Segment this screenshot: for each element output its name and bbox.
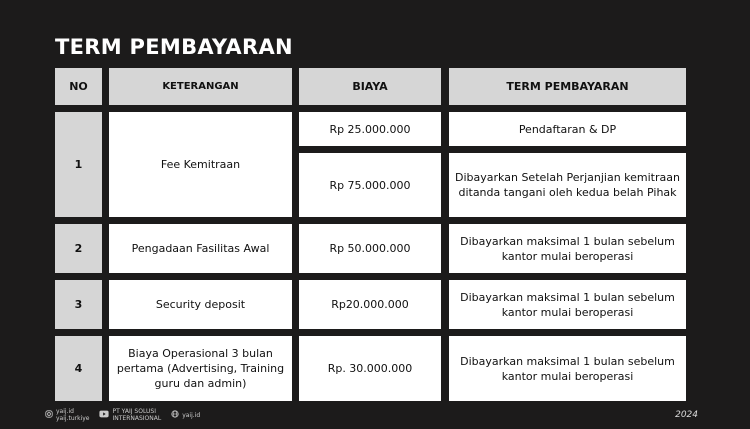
row-4-no: 4 — [55, 336, 102, 401]
row-3-term: Dibayarkan maksimal 1 bulan sebelum kantor mulai beroperasi — [449, 280, 686, 329]
row-1a-term: Pendaftaran & DP — [449, 112, 686, 146]
row-1-keterangan: Fee Kemitraan — [109, 112, 292, 217]
footer-instagram[interactable] — [45, 408, 89, 422]
page-title: TERM PEMBAYARAN — [55, 35, 293, 59]
row-4-term: Dibayarkan maksimal 1 bulan sebelum kantor mulai beroperasi — [449, 336, 686, 401]
header-term: TERM PEMBAYARAN — [449, 68, 686, 105]
web-handle: yaij.id — [182, 411, 201, 419]
footer-youtube[interactable] — [99, 408, 161, 422]
header-keterangan: KETERANGAN — [109, 68, 292, 105]
footer-year: 2024 — [675, 410, 698, 420]
instagram-handle-2: yaij.turkiye — [56, 415, 90, 422]
row-3-keterangan: Security deposit — [109, 280, 292, 329]
web-icon — [171, 410, 179, 420]
footer-socials — [45, 408, 200, 422]
youtube-channel-2: INTERNASIONAL — [112, 415, 162, 422]
instagram-icon — [45, 410, 53, 420]
row-1-no: 1 — [55, 112, 102, 217]
youtube-icon — [99, 410, 109, 420]
youtube-channel: PT YAIJ SOLUSI — [112, 408, 156, 415]
row-4-biaya: Rp. 30.000.000 — [299, 336, 441, 401]
row-1b-term: Dibayarkan Setelah Perjanjian kemitraan ditanda tangani oleh kedua belah Pihak — [449, 153, 686, 217]
row-1b-biaya: Rp 75.000.000 — [299, 153, 441, 217]
row-3-no: 3 — [55, 280, 102, 329]
header-no: NO — [55, 68, 102, 105]
row-1a-biaya: Rp 25.000.000 — [299, 112, 441, 146]
row-4-keterangan: Biaya Operasional 3 bulan pertama (Advertising, Training guru dan admin) — [109, 336, 292, 401]
row-2-term: Dibayarkan maksimal 1 bulan sebelum kantor mulai beroperasi — [449, 224, 686, 273]
row-2-no: 2 — [55, 224, 102, 273]
footer-web[interactable] — [171, 410, 200, 420]
row-2-biaya: Rp 50.000.000 — [299, 224, 441, 273]
instagram-handle: yaij.id — [56, 408, 74, 415]
row-2-keterangan: Pengadaan Fasilitas Awal — [109, 224, 292, 273]
row-3-biaya: Rp20.000.000 — [299, 280, 441, 329]
header-biaya: BIAYA — [299, 68, 441, 105]
